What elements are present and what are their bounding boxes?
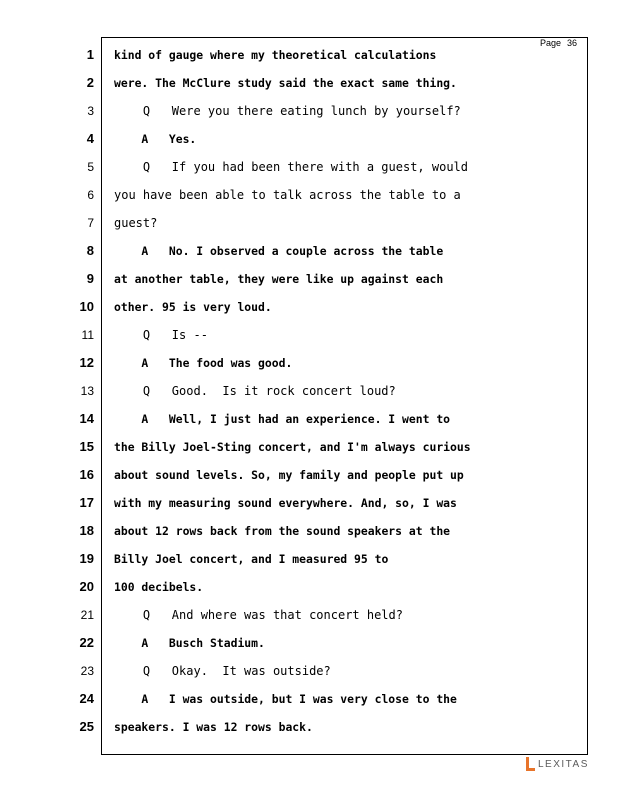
answer-line: other. 95 is very loud. — [114, 300, 272, 314]
answer-line: A Busch Stadium. — [114, 636, 265, 650]
line-number: 18 — [79, 523, 94, 538]
answer-line: 100 decibels. — [114, 580, 204, 594]
line-number: 4 — [86, 131, 94, 146]
answer-line: A The food was good. — [114, 356, 293, 370]
page-label: Page — [539, 38, 561, 48]
question-line: you have been able to talk across the table to a — [114, 188, 461, 202]
question-line: Q If you had been there with a guest, would — [114, 160, 469, 174]
line-number: 15 — [79, 439, 94, 454]
answer-line: Billy Joel concert, and I measured 95 to — [114, 552, 389, 566]
line-number: 5 — [87, 160, 94, 174]
line-number: 22 — [79, 635, 94, 650]
line-number: 14 — [79, 411, 94, 426]
question-line: Q Good. Is it rock concert loud? — [114, 384, 396, 398]
answer-line: A No. I observed a couple across the table — [114, 244, 444, 258]
answer-line: speakers. I was 12 rows back. — [114, 720, 313, 734]
line-number: 9 — [86, 271, 94, 286]
answer-line: at another table, they were like up against each — [114, 272, 444, 286]
question-line: Q And where was that concert held? — [114, 608, 403, 622]
line-number: 13 — [80, 384, 94, 398]
answer-line: A I was outside, but I was very close to the — [114, 692, 457, 706]
answer-line: about 12 rows back from the sound speakers at the — [114, 524, 451, 538]
lexitas-logo — [524, 756, 589, 772]
line-number-column — [60, 41, 94, 741]
logo-text: LEXITAS — [538, 758, 589, 770]
answer-line: the Billy Joel-Sting concert, and I'm always curious — [114, 440, 471, 454]
question-line: Q Is -- — [114, 328, 208, 342]
line-number: 8 — [86, 243, 94, 258]
line-number: 6 — [87, 188, 94, 202]
line-number: 3 — [87, 104, 94, 118]
line-number: 17 — [79, 495, 94, 510]
answer-line: A Yes. — [114, 132, 197, 146]
line-number: 10 — [79, 299, 94, 314]
answer-line: with my measuring sound everywhere. And, so, I was — [114, 496, 457, 510]
transcript-text-column — [114, 41, 579, 741]
line-number: 21 — [80, 608, 94, 622]
line-number: 24 — [79, 691, 94, 706]
line-number: 2 — [86, 75, 94, 90]
line-number: 1 — [86, 47, 94, 62]
line-number: 25 — [79, 719, 94, 734]
lexitas-logo-icon — [524, 756, 536, 772]
line-number: 16 — [79, 467, 94, 482]
answer-line: kind of gauge where my theoretical calculations — [114, 48, 437, 62]
answer-line: A Well, I just had an experience. I went to — [114, 412, 451, 426]
page-number-value: 36 — [566, 38, 577, 48]
line-number: 7 — [87, 216, 94, 230]
answer-line: were. The McClure study said the exact same thing. — [114, 76, 457, 90]
line-number: 19 — [79, 551, 94, 566]
line-number: 20 — [79, 579, 94, 594]
question-line: Q Were you there eating lunch by yourself? — [114, 104, 461, 118]
question-line: Q Okay. It was outside? — [114, 664, 331, 678]
line-number: 12 — [79, 355, 94, 370]
line-number: 23 — [80, 664, 94, 678]
line-number: 11 — [81, 328, 94, 342]
question-line: guest? — [114, 216, 158, 230]
answer-line: about sound levels. So, my family and people put up — [114, 468, 464, 482]
